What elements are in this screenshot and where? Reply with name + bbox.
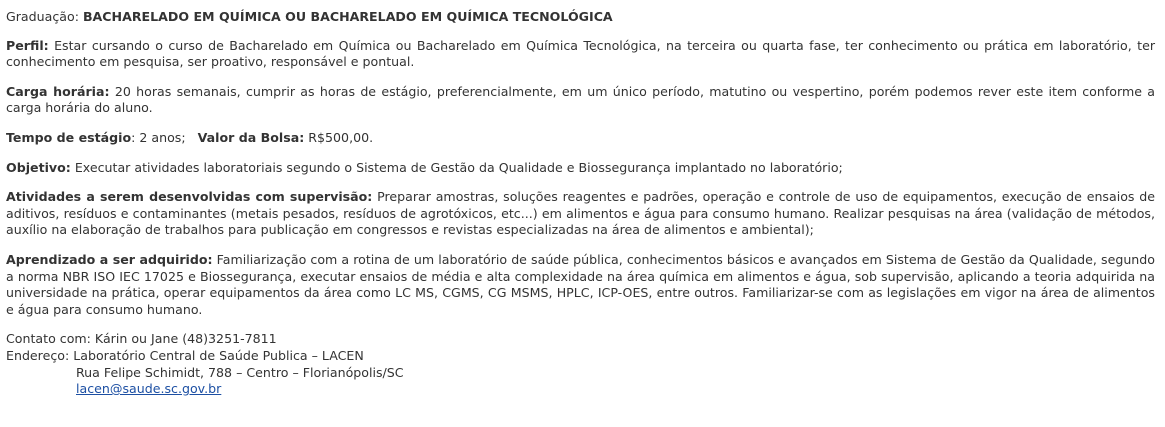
graduacao-label: Graduação: — [6, 9, 79, 24]
atividades-paragraph — [6, 189, 1155, 239]
graduacao-value: BACHARELADO EM QUÍMICA OU BACHARELADO EM QUÍMICA TECNOLÓGICA — [82, 9, 613, 24]
objetivo-label: Objetivo: — [6, 159, 71, 175]
contato-line: Contato com: Kárin ou Jane (48)3251-7811 — [6, 331, 277, 347]
graduacao-paragraph — [6, 9, 1155, 26]
email-line — [6, 381, 1155, 398]
endereco-line — [6, 348, 1155, 365]
endereco-line2: Rua Felipe Schimidt, 788 – Centro – Florianópolis/SC — [76, 364, 404, 380]
aprendizado-paragraph — [6, 252, 1155, 318]
aprendizado-text: Familiarização com a rotina de um laboratório de saúde pública, conhecimentos básicos e avançados em Sistema de Gestão da Qualidade, segundo a norma NBR ISO IEC 17025 e Biossegurança, executar ensaios de média e alta complexidade na área química em alimentos e água, sob supervisão, aplicando a teoria adquirida na universidade na prática, operar equipamentos da área como LC MS, CGMS, CG MSMS, HPLC, ICP-OES, entre outros. Familiarizar-se com as legislações em vigor na área de alimentos e água para consumo humano. — [6, 251, 1155, 317]
contact-block — [6, 331, 1155, 397]
carga-label: Carga horária: — [6, 83, 110, 99]
perfil-label: Perfil: — [6, 37, 49, 53]
carga-paragraph — [6, 84, 1155, 117]
email-link[interactable]: lacen@saude.sc.gov.br — [76, 381, 222, 397]
objetivo-text: Executar atividades laboratoriais segundo o Sistema de Gestão da Qualidade e Biossegurança implantado no laboratório; — [74, 159, 843, 175]
bolsa-label: Valor da Bolsa: — [197, 129, 305, 145]
aprendizado-label: Aprendizado a ser adquirido: — [6, 251, 213, 267]
bolsa-value: R$500,00. — [308, 129, 374, 145]
tempo-label: Tempo de estágio — [6, 129, 132, 145]
carga-text: 20 horas semanais, cumprir as horas de estágio, preferencialmente, em um único período, matutino ou vespertino, porém podemos rever este item conforme a carga horária do aluno. — [6, 83, 1155, 116]
atividades-text: Preparar amostras, soluções reagentes e padrões, operação e controle de uso de equipamentos, execução de ensaios de aditivos, resíduos e contaminantes (metais pesados, resíduos de agrotóxicos, etc...) em alimentos e água para consumo humano. Realizar pesquisas na área (validação de métodos, auxílio na elaboração de trabalhos para publicação em congressos e revistas especializadas na área de alimentos e ambiental); — [6, 189, 1155, 238]
objetivo-paragraph — [6, 160, 1155, 177]
tempo-paragraph — [6, 130, 1155, 147]
endereco-line1: Laboratório Central de Saúde Publica – LACEN — [73, 347, 364, 363]
perfil-text: Estar cursando o curso de Bacharelado em Química ou Bacharelado em Química Tecnológica, na terceira ou quarta fase, ter conhecimento ou prática em laboratório, ter conhecimento em pesquisa, ser proativo, responsável e pontual. — [6, 37, 1155, 70]
perfil-paragraph — [6, 38, 1155, 71]
endereco-label: Endereço: — [6, 347, 70, 363]
tempo-text: : 2 anos; — [131, 129, 186, 145]
atividades-label: Atividades a serem desenvolvidas com supervisão: — [6, 189, 373, 205]
